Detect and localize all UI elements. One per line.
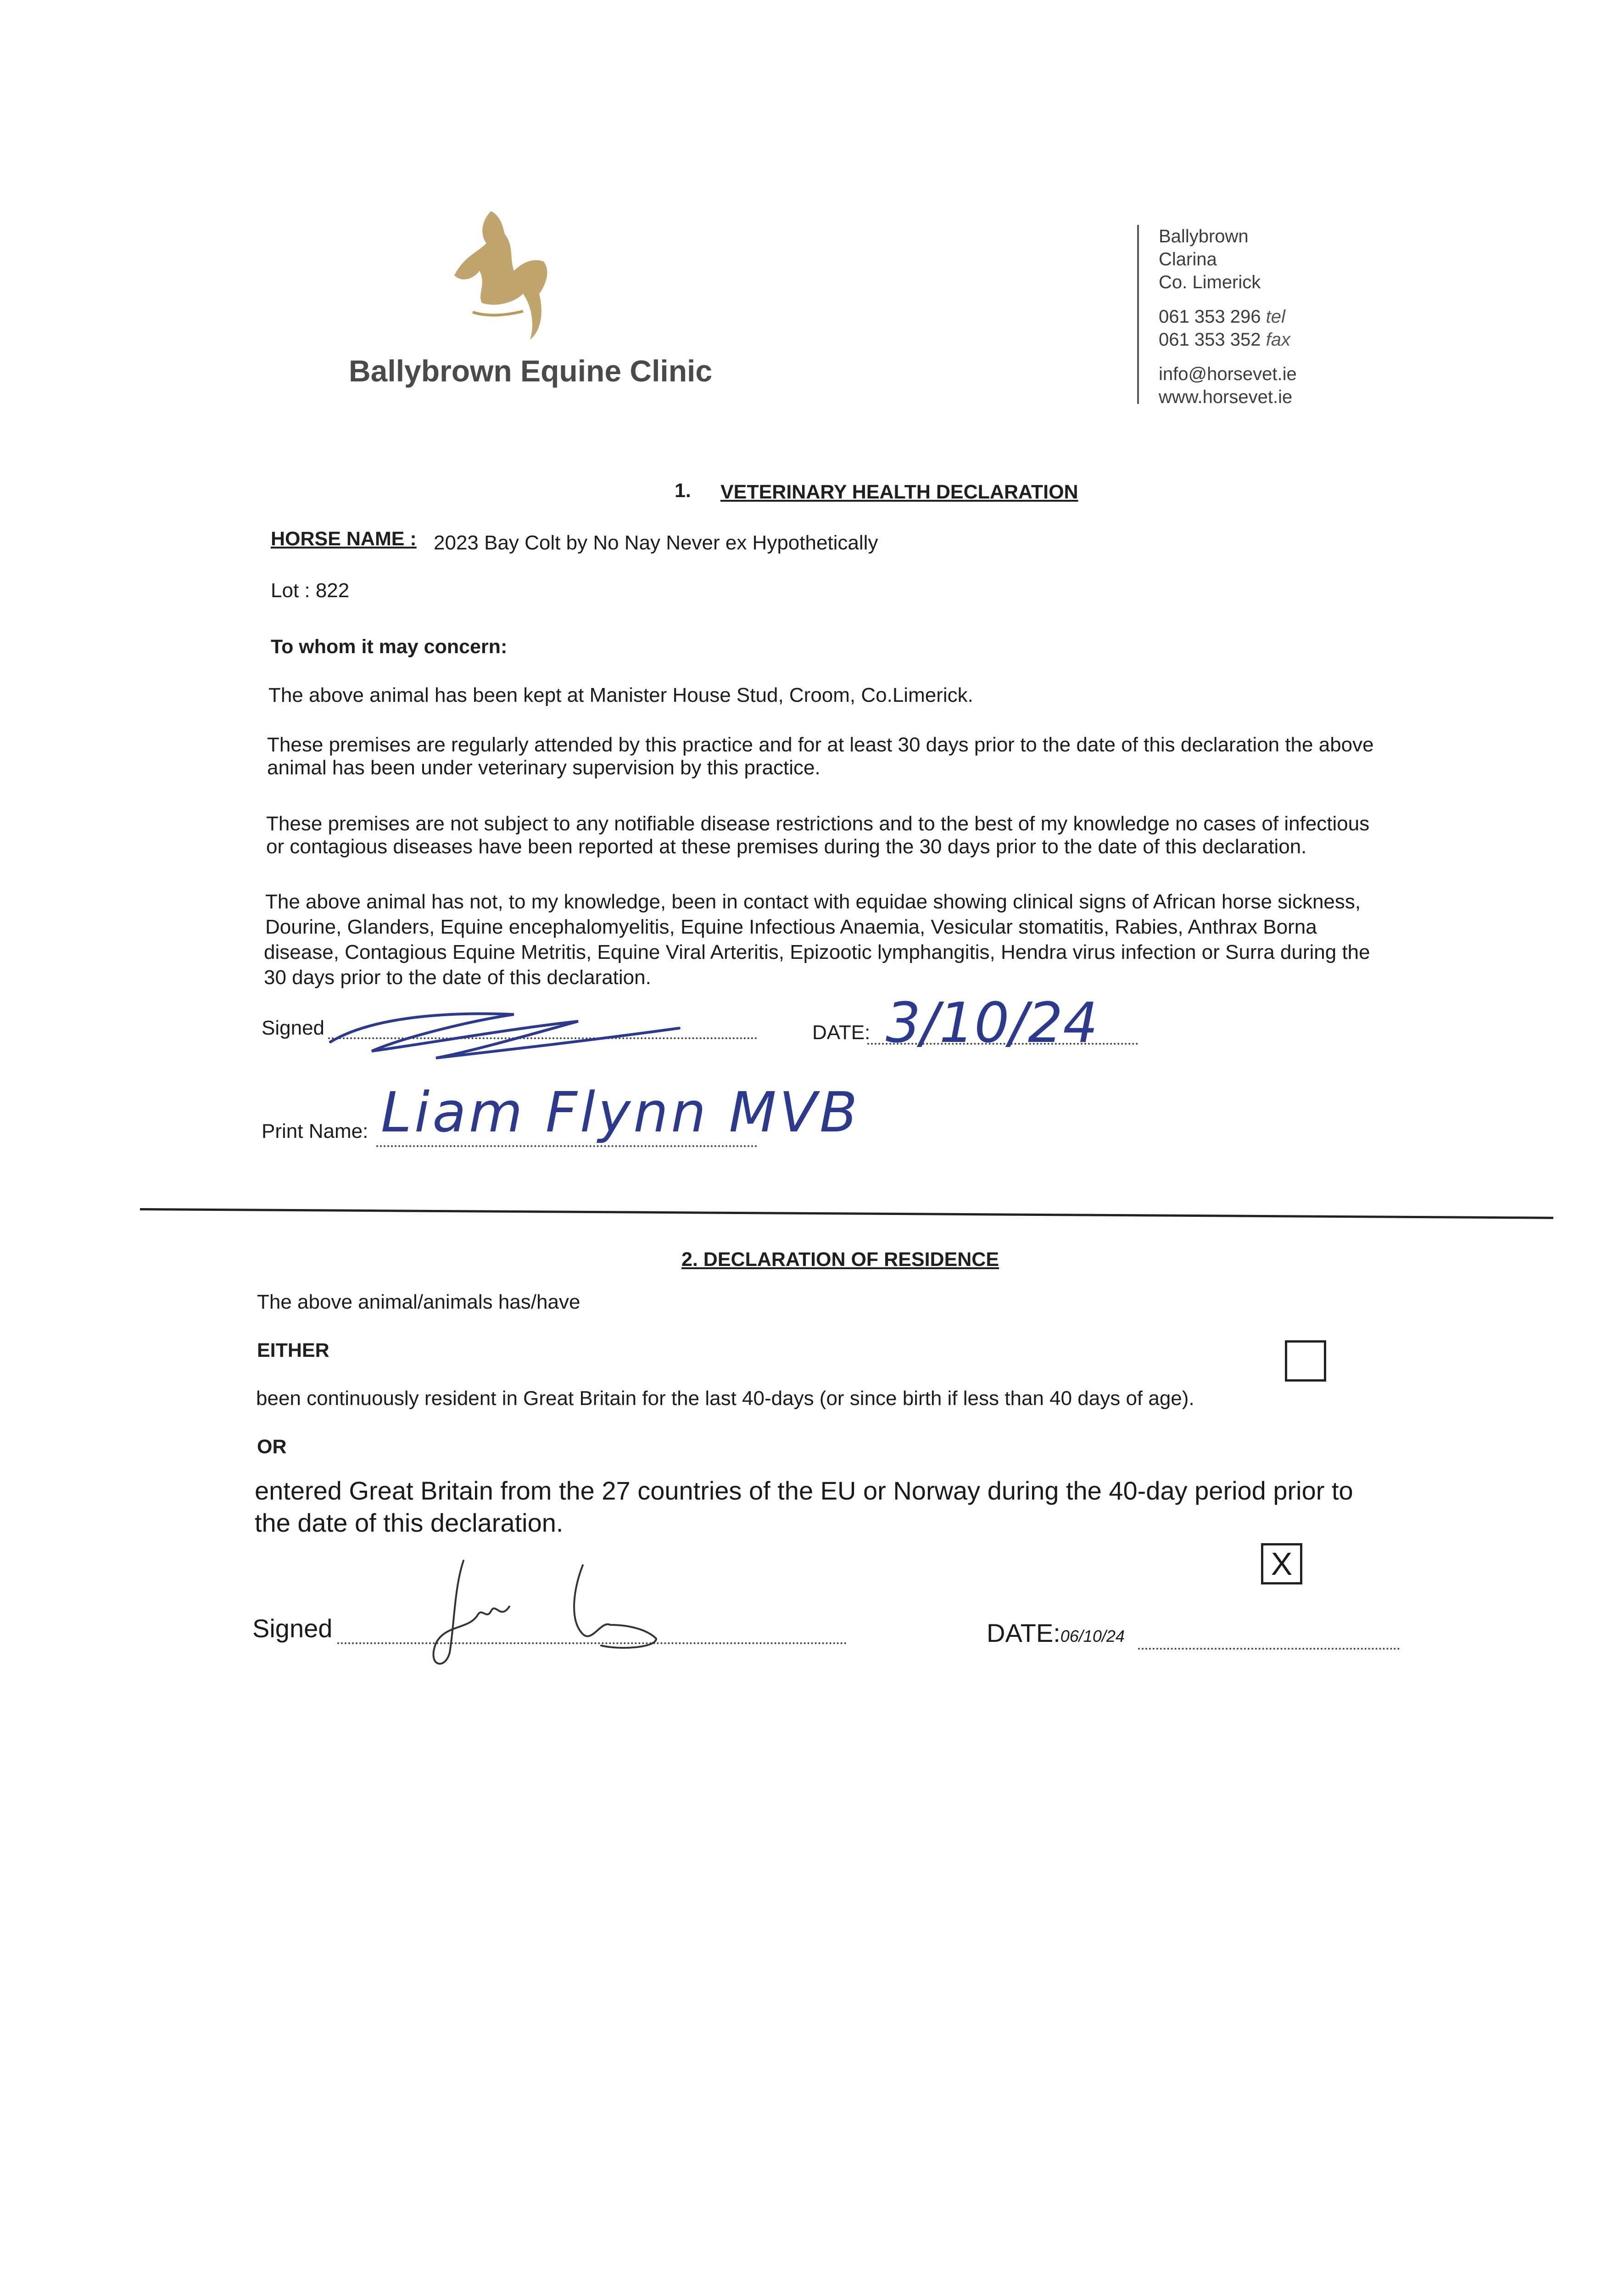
para-no-contact-3: disease, Contagious Equine Metritis, Equine Viral Arteritis, Epizootic lymphangitis, Hendra virus infection or Surra during the [264, 941, 1370, 963]
fax-number: 061 353 352 [1159, 330, 1261, 350]
email: info@horsevet.ie [1159, 364, 1297, 384]
tel-suffix: tel [1266, 307, 1285, 327]
section-divider [140, 1208, 1553, 1219]
print-name-handwritten: Liam Flynn MVB [381, 1081, 860, 1145]
para-no-restrictions-1: These premises are not subject to any notifiable disease restrictions and to the best of my knowledge no cases of infectious [266, 812, 1370, 835]
fax-line [1159, 328, 1290, 351]
para-no-contact-4: 30 days prior to the date of this declaration. [264, 966, 651, 989]
tel-line [1159, 305, 1285, 328]
section1-title: VETERINARY HEALTH DECLARATION [720, 481, 1078, 503]
lot-number: Lot : 822 [271, 579, 350, 602]
clinic-logo [436, 202, 574, 353]
horse-name-value: 2023 Bay Colt by No Nay Never ex Hypothetically [434, 532, 878, 554]
address-divider [1137, 225, 1139, 404]
section1-number: 1. [675, 480, 691, 502]
option-resident: been continuously resident in Great Britain for the last 40-days (or since birth if less than 40 days of age). [256, 1387, 1194, 1410]
check-mark: X [1271, 1546, 1293, 1582]
vet-signature [321, 1001, 698, 1069]
website: www.horsevet.ie [1159, 387, 1293, 407]
signed-label-1: Signed [262, 1017, 325, 1039]
address-line-2: Clarina [1159, 249, 1217, 269]
date-label-2 [987, 1618, 1125, 1648]
owner-signature [418, 1551, 693, 1675]
salutation: To whom it may concern: [271, 636, 508, 658]
horse-name-label: HORSE NAME : [271, 528, 417, 550]
date-label-2-text: DATE: [987, 1618, 1060, 1647]
address-line-3: Co. Limerick [1159, 272, 1261, 292]
horse-logo-icon [436, 202, 574, 353]
option-entered-2: the date of this declaration. [255, 1508, 564, 1537]
option-entered-1: entered Great Britain from the 27 countries of the EU or Norway during the 40-day period prior to [255, 1476, 1353, 1505]
para-no-restrictions-2: or contagious diseases have been reported at these premises during the 30 days prior to the date of this declaration. [266, 835, 1307, 858]
para-no-contact-2: Dourine, Glanders, Equine encephalomyelitis, Equine Infectious Anaemia, Vesicular stomatitis, Rabies, Anthrax Borna [265, 916, 1317, 938]
or-label: OR [257, 1436, 287, 1458]
para-no-contact-1: The above animal has not, to my knowledge, been in contact with equidae showing clinical signs of African horse sickness, [265, 890, 1361, 913]
residence-intro: The above animal/animals has/have [257, 1291, 580, 1313]
print-name-label: Print Name: [262, 1120, 368, 1142]
para-kept-at: The above animal has been kept at Manister House Stud, Croom, Co.Limerick. [268, 684, 973, 706]
tel-number: 061 353 296 [1159, 307, 1261, 327]
option-entered-checkbox[interactable] [1261, 1543, 1302, 1584]
either-label: EITHER [257, 1339, 329, 1361]
signed-label-2: Signed [252, 1614, 333, 1643]
clinic-name: Ballybrown Equine Clinic [349, 354, 713, 388]
para-premises-attended-1: These premises are regularly attended by this practice and for at least 30 days prior to the date of this declaration the above [267, 733, 1374, 756]
date-line-2 [1138, 1643, 1400, 1650]
owner-date-value: 06/10/24 [1060, 1627, 1125, 1646]
address-line-1: Ballybrown [1159, 226, 1249, 246]
vet-date-handwritten: 3/10/24 [886, 991, 1098, 1055]
section2-title: 2. DECLARATION OF RESIDENCE [681, 1248, 999, 1271]
fax-suffix: fax [1266, 330, 1290, 350]
date-label-1: DATE: [812, 1021, 871, 1044]
option-resident-checkbox[interactable] [1285, 1340, 1326, 1382]
para-premises-attended-2: animal has been under veterinary supervision by this practice. [267, 756, 820, 779]
